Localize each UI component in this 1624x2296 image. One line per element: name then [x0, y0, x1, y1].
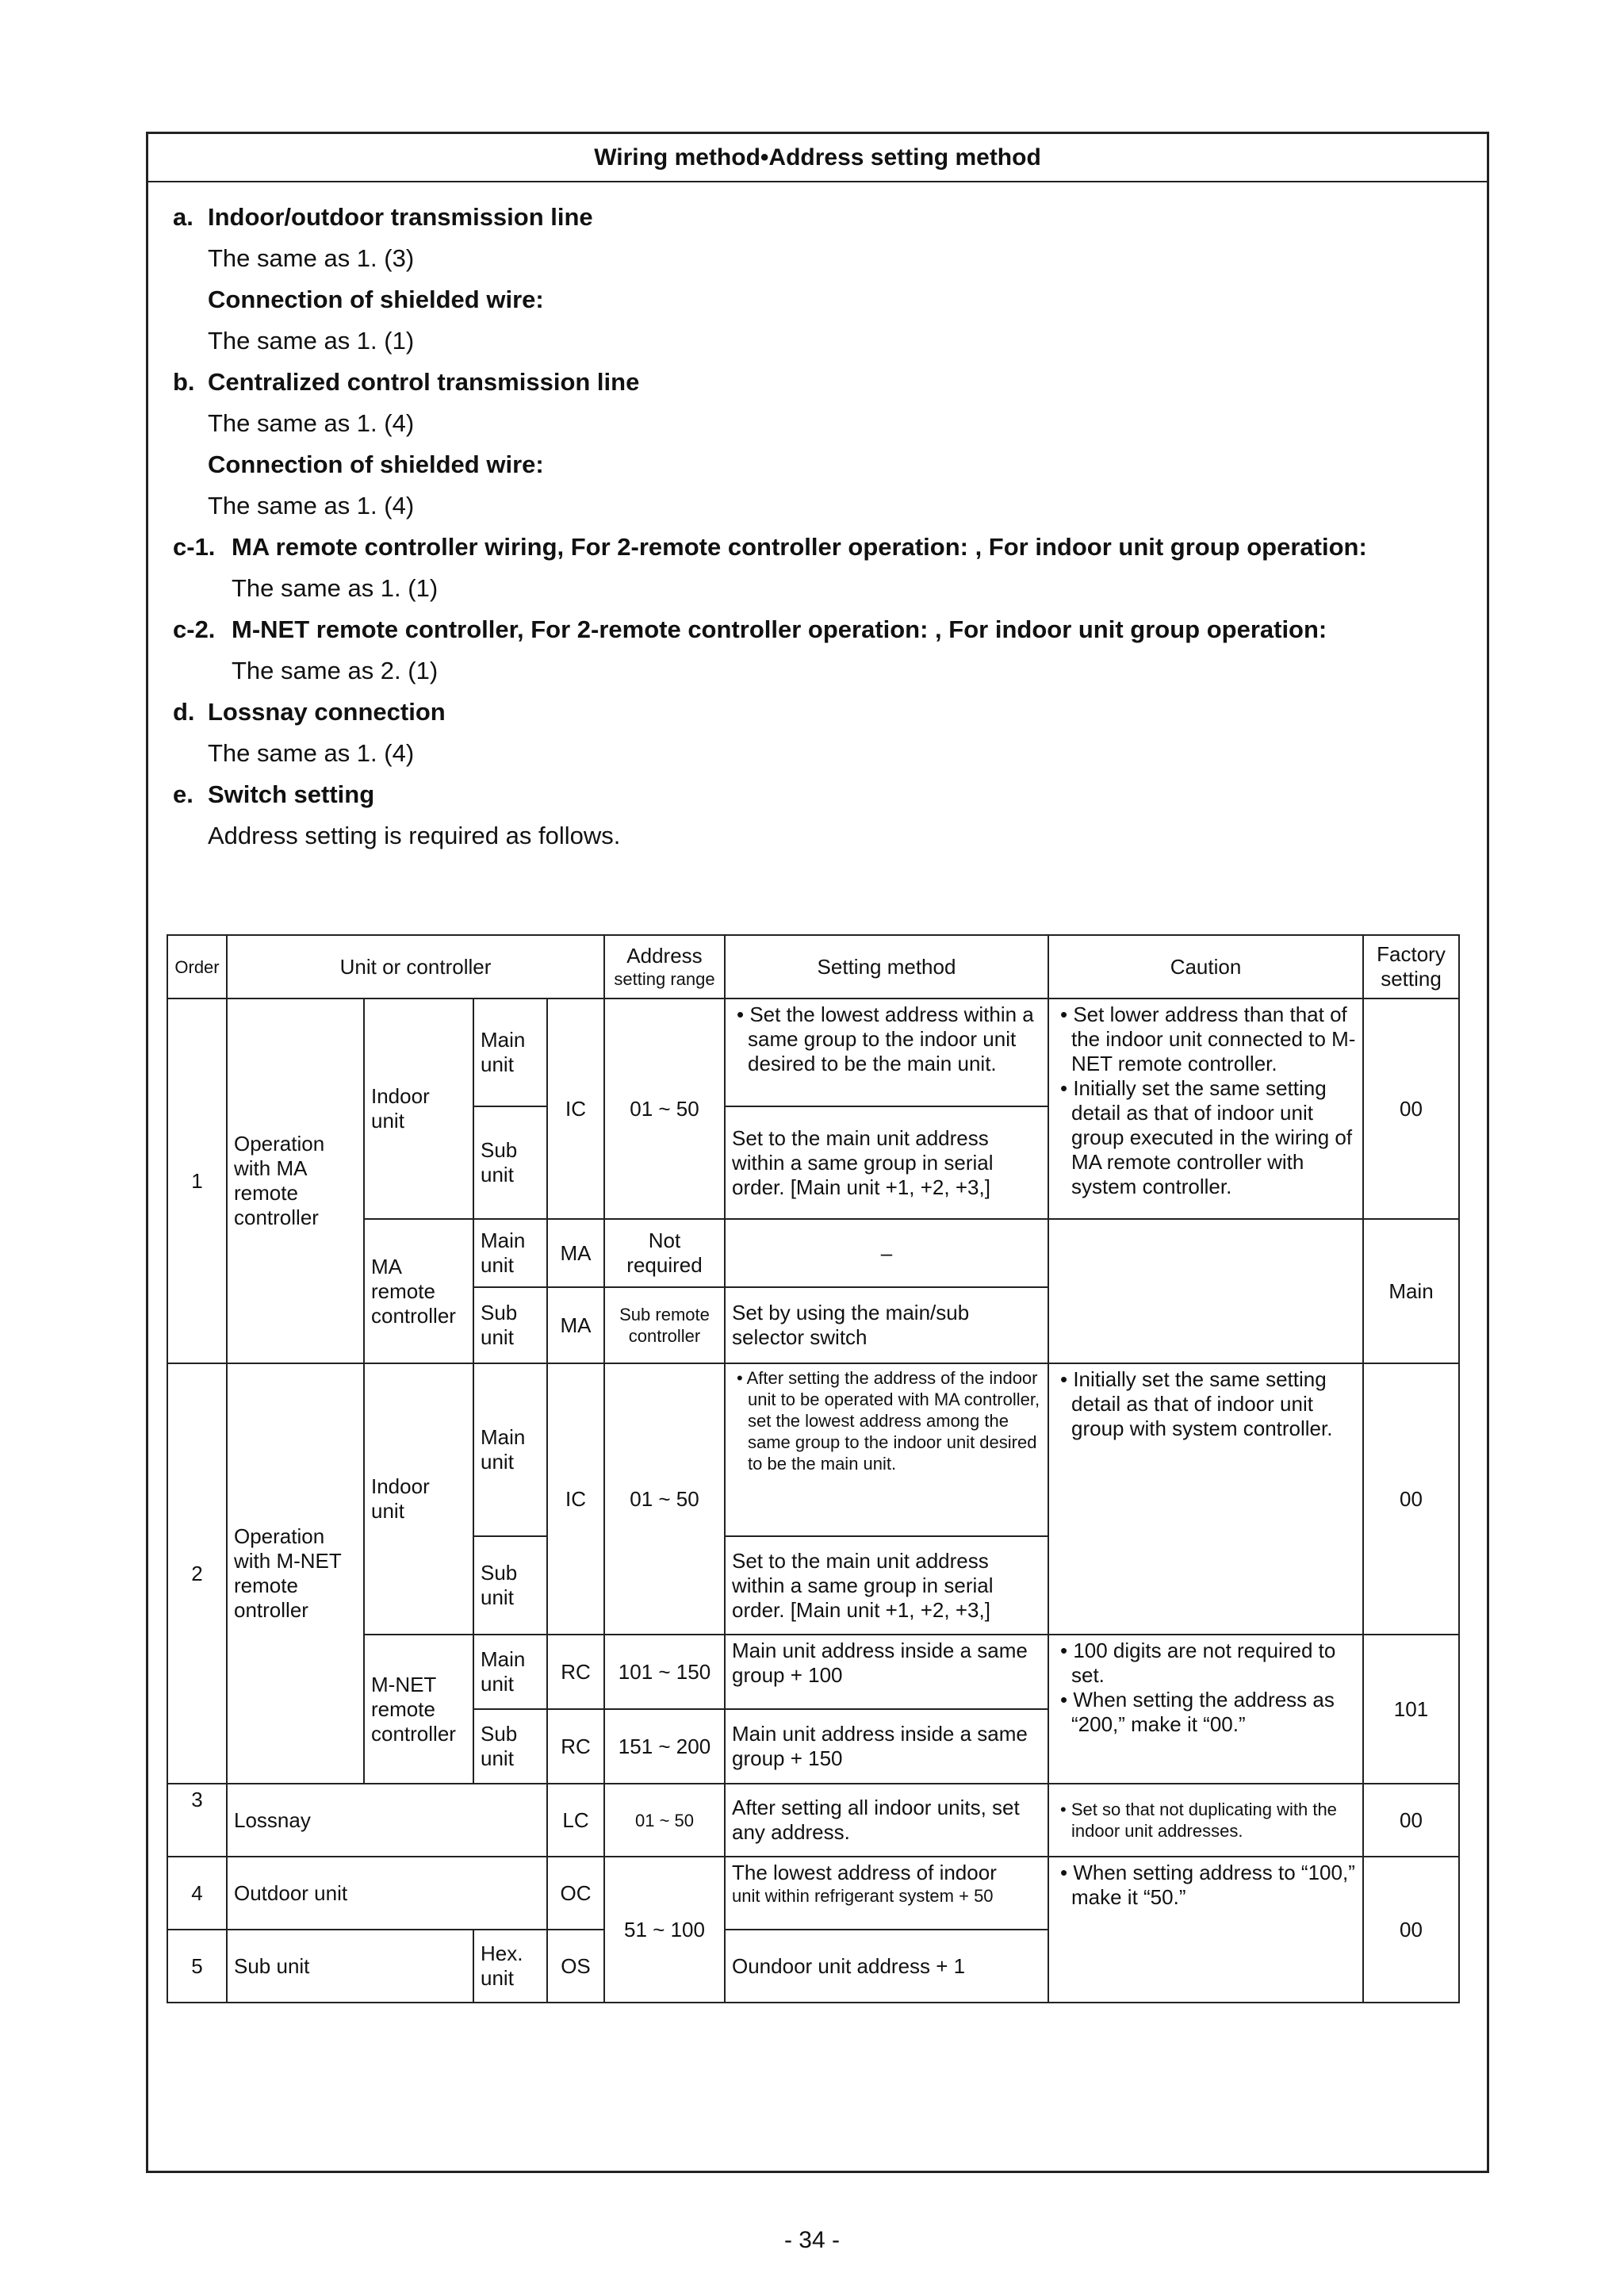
order-cell: 1: [167, 999, 227, 1363]
main-unit-cell: Main unit: [473, 1363, 547, 1536]
section-c2-text: The same as 2. (1): [232, 657, 439, 684]
range-cell: 01 ~ 50: [604, 999, 725, 1219]
caution-text: • Set lower address than that of the indoor unit connected to M-NET remote controller.: [1060, 1002, 1356, 1075]
range-cell: 01 ~ 50: [604, 1363, 725, 1635]
caution-cell: [1048, 1219, 1363, 1363]
table-row: [167, 1857, 1459, 1930]
code-cell: IC: [547, 1363, 604, 1635]
caution-text: • Initially set the same setting detail as that of indoor unit group with system controller.: [1060, 1367, 1333, 1440]
section-b-subtext: The same as 1. (4): [208, 492, 415, 519]
main-unit-cell: Main unit: [473, 1635, 547, 1709]
address-setting-table: [167, 934, 1460, 2003]
code-cell: OC: [547, 1857, 604, 1930]
method-cell: Main unit address inside a same group + 100: [725, 1635, 1048, 1709]
section-d-text: The same as 1. (4): [208, 739, 415, 767]
range-cell: 101 ~ 150: [604, 1635, 725, 1709]
header-factory: Factory setting: [1363, 935, 1459, 999]
section-a-prefix: a.: [173, 203, 193, 231]
factory-cell: 00: [1363, 1784, 1459, 1857]
caution-cell: [1048, 1363, 1363, 1635]
caution-text: • When setting address to “100,” make it “50.”: [1060, 1861, 1355, 1909]
factory-cell: Main: [1363, 1219, 1459, 1363]
caution-cell: [1048, 1857, 1363, 2003]
hex-unit-cell: Hex. unit: [473, 1930, 547, 2003]
operation-cell: Operation with MA remote controller: [227, 999, 364, 1363]
method-cell: [725, 1363, 1048, 1536]
caution-text: • 100 digits are not required to set.: [1060, 1639, 1336, 1687]
section-a-subtitle: Connection of shielded wire:: [208, 286, 544, 313]
factory-cell: 00: [1363, 999, 1459, 1219]
range-cell: Sub remote controller: [604, 1287, 725, 1363]
section-e-text: Address setting is required as follows.: [208, 822, 621, 849]
main-unit-cell: Main unit: [473, 1219, 547, 1287]
indoor-unit-cell: Indoor unit: [364, 1363, 473, 1635]
section-c1-text: The same as 1. (1): [232, 574, 439, 602]
method-text: • After setting the address of the indoor unit to be operated with MA controller, set the lowest address among the same group to the indoor unit desired to be the main unit.: [737, 1368, 1040, 1474]
code-cell: MA: [547, 1287, 604, 1363]
order-cell: 3: [167, 1784, 227, 1857]
section-d-title: Lossnay connection: [208, 698, 446, 726]
section-e-prefix: e.: [173, 780, 193, 808]
order-cell: 2: [167, 1363, 227, 1784]
section-c1-title: MA remote controller wiring, For 2-remote controller operation: , For indoor unit group operation:: [232, 533, 1367, 561]
code-cell: IC: [547, 999, 604, 1219]
header-range-line2: setting range: [614, 969, 715, 989]
method-cell: [725, 999, 1048, 1106]
factory-cell: 101: [1363, 1635, 1459, 1784]
ma-remote-cell: MA remote controller: [364, 1219, 473, 1363]
sub-unit-cell: Sub unit: [473, 1536, 547, 1635]
sub-unit-cell: Sub unit: [473, 1709, 547, 1784]
section-b-text: The same as 1. (4): [208, 409, 415, 437]
method-line: unit within refrigerant system + 50: [732, 1886, 994, 1906]
code-cell: MA: [547, 1219, 604, 1287]
factory-cell: 00: [1363, 1363, 1459, 1635]
method-cell: Set to the main unit address within a same group in serial order. [Main unit +1, +2, +3,]: [725, 1536, 1048, 1635]
range-cell: 01 ~ 50: [604, 1784, 725, 1857]
caution-cell: [1048, 1635, 1363, 1784]
section-a-title: Indoor/outdoor transmission line: [208, 203, 593, 231]
method-cell: After setting all indoor units, set any address.: [725, 1784, 1048, 1857]
section-b-subtitle: Connection of shielded wire:: [208, 450, 544, 478]
sub-unit-cell: Sub unit: [473, 1106, 547, 1219]
indoor-unit-cell: Indoor unit: [364, 999, 473, 1219]
section-b-title: Centralized control transmission line: [208, 368, 640, 396]
caution-cell: [1048, 1784, 1363, 1857]
header-caution: Caution: [1048, 935, 1363, 999]
mnet-remote-cell: M-NET remote controller: [364, 1635, 473, 1784]
header-method: Setting method: [725, 935, 1048, 999]
section-d-prefix: d.: [173, 698, 195, 726]
method-text: • Set the lowest address within a same group to the indoor unit desired to be the main unit.: [737, 1002, 1034, 1075]
section-c2-title: M-NET remote controller, For 2-remote controller operation: , For indoor unit group operation:: [232, 615, 1327, 643]
range-cell: 51 ~ 100: [604, 1857, 725, 2003]
operation-cell: Operation with M-NET remote ontroller: [227, 1363, 364, 1784]
section-a-text: The same as 1. (3): [208, 244, 415, 272]
table-row: [167, 1784, 1459, 1857]
code-cell: LC: [547, 1784, 604, 1857]
section-b-prefix: b.: [173, 368, 195, 396]
unit-name-cell: Lossnay: [227, 1784, 547, 1857]
section-c2-prefix: c-2.: [173, 615, 216, 643]
order-cell: 4: [167, 1857, 227, 1930]
method-cell: Set to the main unit address within a same group in serial order. [Main unit +1, +2, +3,]: [725, 1106, 1048, 1219]
unit-name-cell: Outdoor unit: [227, 1857, 547, 1930]
page-title: Wiring method•Address setting method: [148, 134, 1487, 182]
unit-name-cell: Sub unit: [227, 1930, 473, 2003]
factory-cell: 00: [1363, 1857, 1459, 2003]
header-unit: Unit or controller: [227, 935, 604, 999]
table-header-row: [167, 935, 1459, 999]
table-row: [167, 999, 1459, 1106]
code-cell: OS: [547, 1930, 604, 2003]
caution-text: • When setting the address as “200,” make it “00.”: [1060, 1688, 1335, 1736]
method-cell: Main unit address inside a same group + 150: [725, 1709, 1048, 1784]
caution-text: • Set so that not duplicating with the indoor unit addresses.: [1060, 1800, 1337, 1841]
header-range: [604, 935, 725, 999]
method-cell: Oundoor unit address + 1: [725, 1930, 1048, 2003]
sub-unit-cell: Sub unit: [473, 1287, 547, 1363]
section-c1-prefix: c-1.: [173, 533, 216, 561]
order-cell: 5: [167, 1930, 227, 2003]
caution-cell: [1048, 999, 1363, 1219]
method-cell: –: [725, 1219, 1048, 1287]
header-range-line1: Address: [626, 944, 703, 968]
main-unit-cell: Main unit: [473, 999, 547, 1106]
page-number: - 34 -: [783, 2227, 841, 2253]
method-cell: Set by using the main/sub selector switch: [725, 1287, 1048, 1363]
range-cell: 151 ~ 200: [604, 1709, 725, 1784]
table-row: [167, 1363, 1459, 1536]
section-a-subtext: The same as 1. (1): [208, 327, 415, 355]
header-order: Order: [167, 935, 227, 999]
code-cell: RC: [547, 1635, 604, 1709]
method-line: The lowest address of indoor: [732, 1861, 997, 1884]
range-cell: Not required: [604, 1219, 725, 1287]
code-cell: RC: [547, 1709, 604, 1784]
section-e-title: Switch setting: [208, 780, 375, 808]
caution-text: • Initially set the same setting detail as that of indoor unit group executed in the wiring of MA remote controller with system controller.: [1060, 1076, 1353, 1198]
method-cell: [725, 1857, 1048, 1930]
